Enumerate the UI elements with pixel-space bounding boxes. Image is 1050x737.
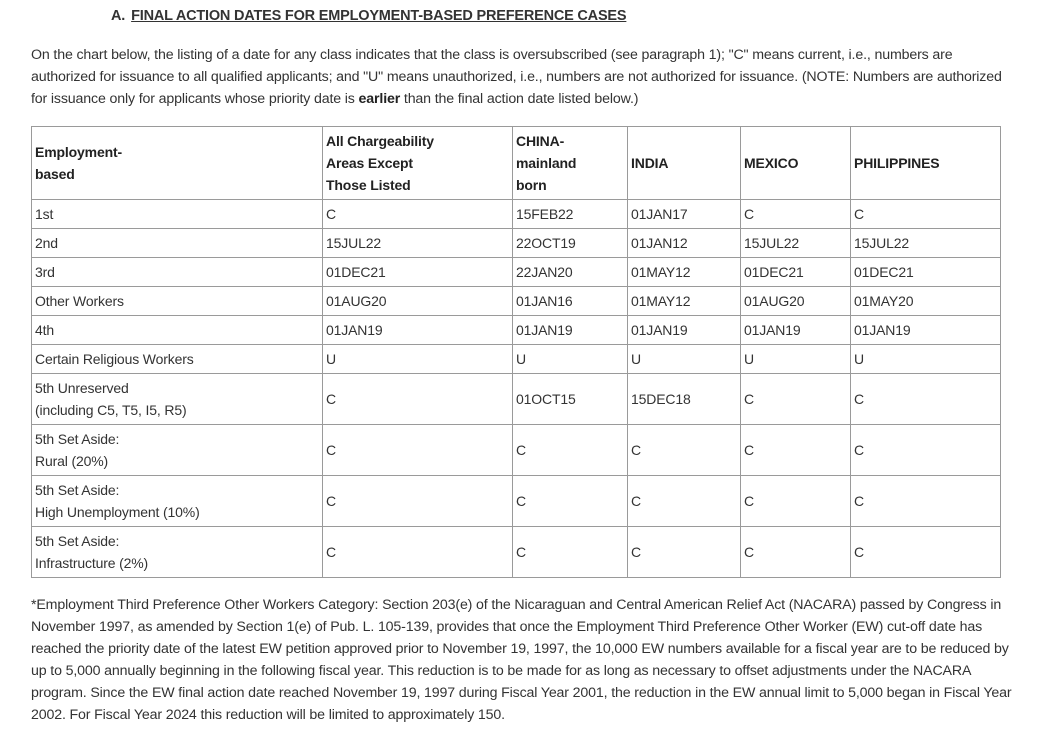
philippines-cell: 15JUL22	[851, 229, 1001, 258]
header-philippines	[851, 127, 1001, 200]
category-line: 5th Set Aside:	[35, 431, 120, 447]
header-line: mainland	[516, 155, 577, 171]
mexico-cell: C	[741, 374, 851, 425]
header-line: Areas Except	[326, 155, 413, 171]
header-all-chargeability	[323, 127, 513, 200]
philippines-cell: U	[851, 345, 1001, 374]
india-cell: U	[628, 345, 741, 374]
table-body	[32, 200, 1001, 578]
table-row	[32, 345, 1001, 374]
table-row	[32, 425, 1001, 476]
philippines-cell: 01DEC21	[851, 258, 1001, 287]
category-line: Infrastructure (2%)	[35, 555, 149, 571]
category-cell	[32, 287, 323, 316]
all-chargeability-cell: 01AUG20	[323, 287, 513, 316]
all-chargeability-cell: 01DEC21	[323, 258, 513, 287]
philippines-cell: 01JAN19	[851, 316, 1001, 345]
footnote-paragraph: *Employment Third Preference Other Workers Category: Section 203(e) of the Nicaraguan and Central American Relief Act (NACARA) passed by Congress in November 1997, as amended by Section 1(e) of Pub. L. 105-139, provides that once the Employment Third Preference Other Worker (EW) cut-off date has reached the priority date of the latest EW petition approved prior to November 19, 1997, the 10,000 EW numbers available for a fiscal year are to be reduced by up to 5,000 annually beginning in the following fiscal year. This reduction is to be made for as long as necessary to offset adjustments under the NACARA program. Since the EW final action date reached November 19, 1997 during Fiscal Year 2001, the reduction in the EW annual limit to 5,000 began in Fiscal Year 2002. For Fiscal Year 2024 this reduction will be limited to approximately 150.	[31, 597, 1012, 723]
category-cell	[32, 476, 323, 527]
india-cell: C	[628, 527, 741, 578]
mexico-cell: C	[741, 476, 851, 527]
category-line: 5th Set Aside:	[35, 533, 120, 549]
india-cell: C	[628, 425, 741, 476]
table-row	[32, 527, 1001, 578]
category-line: 3rd	[35, 264, 55, 280]
china-cell: 22OCT19	[513, 229, 628, 258]
section-heading	[111, 8, 626, 24]
all-chargeability-cell: C	[323, 527, 513, 578]
intro-text: On the chart below, the listing of a date for any class indicates that the class is oversubscribed (see paragraph 1); "C" means current, i.e., numbers are authorized for issuance to all qualified applicants; and "U" means unauthorized, i.e., numbers are not authorized for issuance. (NOTE: Numbers are authorized for issuance only for applicants whose priority date is	[31, 47, 1002, 107]
category-cell	[32, 200, 323, 229]
table-row	[32, 258, 1001, 287]
india-cell: 01MAY12	[628, 258, 741, 287]
category-line: 1st	[35, 206, 54, 222]
header-line: Those Listed	[326, 177, 411, 193]
category-cell	[32, 229, 323, 258]
header-line: Employment-	[35, 144, 123, 160]
header-category	[32, 127, 323, 200]
mexico-cell: 01AUG20	[741, 287, 851, 316]
intro-emphasis: earlier	[358, 91, 401, 107]
mexico-cell: 01JAN19	[741, 316, 851, 345]
category-line: (including C5, T5, I5, R5)	[35, 402, 187, 418]
india-cell: 01JAN12	[628, 229, 741, 258]
all-chargeability-cell: 15JUL22	[323, 229, 513, 258]
china-cell: U	[513, 345, 628, 374]
china-cell: 01OCT15	[513, 374, 628, 425]
philippines-cell: C	[851, 527, 1001, 578]
section-title: FINAL ACTION DATES FOR EMPLOYMENT-BASED PREFERENCE CASES	[131, 8, 627, 24]
mexico-cell: C	[741, 527, 851, 578]
category-line: 2nd	[35, 235, 58, 251]
category-line: High Unemployment (10%)	[35, 504, 200, 520]
section-number: A.	[111, 8, 126, 24]
category-line: Rural (20%)	[35, 453, 109, 469]
india-cell: 01JAN19	[628, 316, 741, 345]
header-line: INDIA	[631, 155, 669, 171]
category-cell	[32, 258, 323, 287]
category-line: Other Workers	[35, 293, 124, 309]
mexico-cell: 01DEC21	[741, 258, 851, 287]
header-line: All Chargeability	[326, 133, 434, 149]
all-chargeability-cell: U	[323, 345, 513, 374]
category-cell	[32, 374, 323, 425]
china-cell: 22JAN20	[513, 258, 628, 287]
philippines-cell: 01MAY20	[851, 287, 1001, 316]
mexico-cell: C	[741, 200, 851, 229]
header-china	[513, 127, 628, 200]
china-cell: C	[513, 476, 628, 527]
mexico-cell: C	[741, 425, 851, 476]
category-line: 5th Unreserved	[35, 380, 129, 396]
all-chargeability-cell: C	[323, 200, 513, 229]
philippines-cell: C	[851, 374, 1001, 425]
table-header-row	[32, 127, 1001, 200]
china-cell: 15FEB22	[513, 200, 628, 229]
header-line: PHILIPPINES	[854, 155, 940, 171]
all-chargeability-cell: C	[323, 374, 513, 425]
header-line: MEXICO	[744, 155, 799, 171]
table-row	[32, 476, 1001, 527]
china-cell: 01JAN16	[513, 287, 628, 316]
india-cell: 15DEC18	[628, 374, 741, 425]
china-cell: 01JAN19	[513, 316, 628, 345]
all-chargeability-cell: 01JAN19	[323, 316, 513, 345]
philippines-cell: C	[851, 425, 1001, 476]
table-row	[32, 316, 1001, 345]
category-cell	[32, 316, 323, 345]
philippines-cell: C	[851, 200, 1001, 229]
table-row	[32, 229, 1001, 258]
category-cell	[32, 425, 323, 476]
header-line: CHINA-	[516, 133, 565, 149]
final-action-dates-table	[31, 126, 1001, 578]
category-cell	[32, 345, 323, 374]
header-line: born	[516, 177, 547, 193]
header-line: based	[35, 166, 75, 182]
all-chargeability-cell: C	[323, 476, 513, 527]
all-chargeability-cell: C	[323, 425, 513, 476]
header-india	[628, 127, 741, 200]
india-cell: C	[628, 476, 741, 527]
category-line: 4th	[35, 322, 55, 338]
philippines-cell: C	[851, 476, 1001, 527]
india-cell: 01JAN17	[628, 200, 741, 229]
category-line: 5th Set Aside:	[35, 482, 120, 498]
table-row	[32, 200, 1001, 229]
india-cell: 01MAY12	[628, 287, 741, 316]
table-row	[32, 287, 1001, 316]
mexico-cell: U	[741, 345, 851, 374]
intro-text-end: than the final action date listed below.)	[400, 91, 639, 107]
intro-paragraph	[31, 44, 1016, 110]
table-row	[32, 374, 1001, 425]
china-cell: C	[513, 527, 628, 578]
category-line: Certain Religious Workers	[35, 351, 194, 367]
category-cell	[32, 527, 323, 578]
header-mexico	[741, 127, 851, 200]
mexico-cell: 15JUL22	[741, 229, 851, 258]
china-cell: C	[513, 425, 628, 476]
